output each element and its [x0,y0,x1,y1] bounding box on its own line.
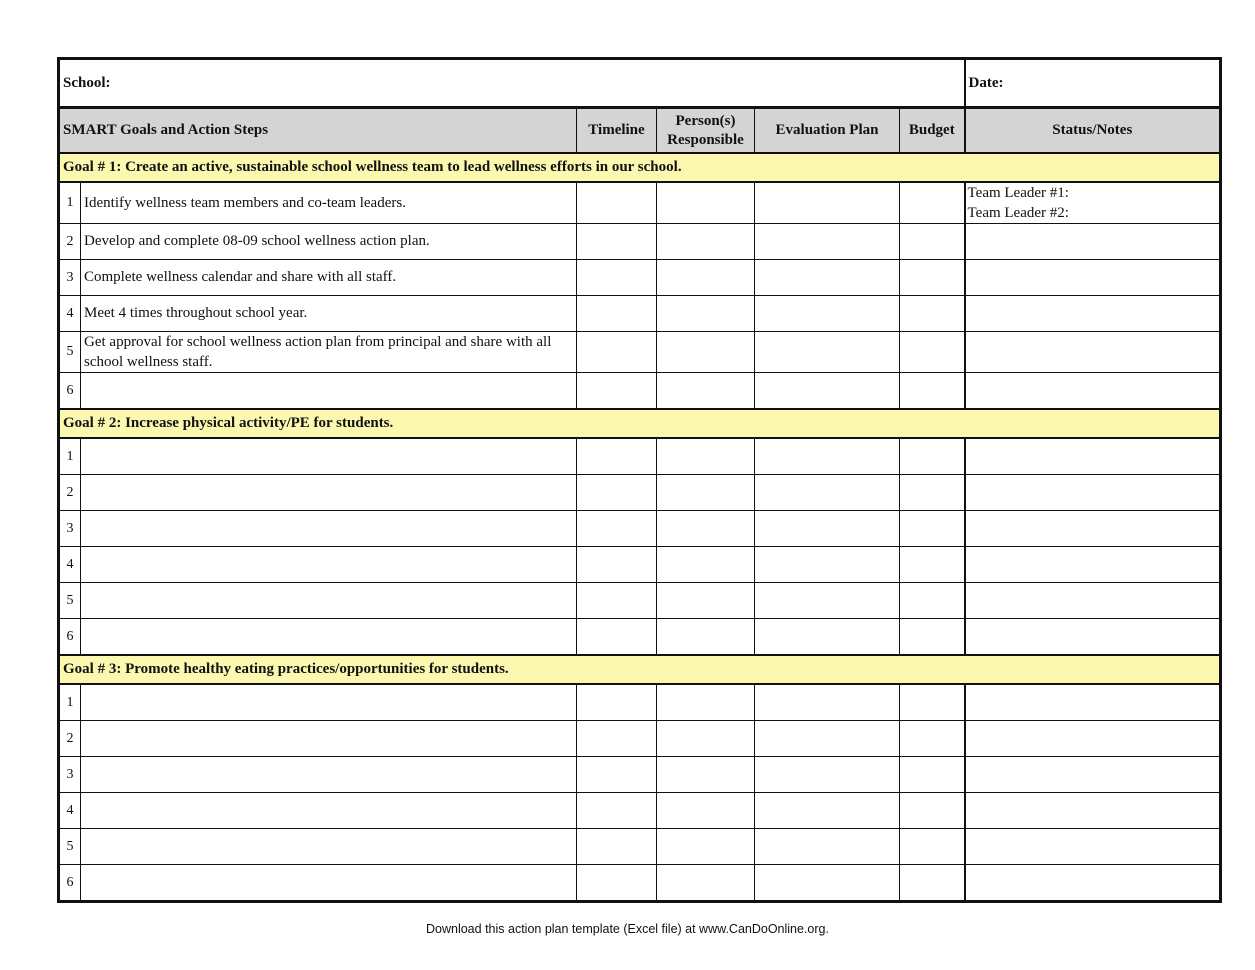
timeline-cell[interactable] [577,721,657,757]
school-date-row [59,59,1221,108]
timeline-cell[interactable] [577,583,657,619]
timeline-cell[interactable] [577,829,657,865]
budget-cell[interactable] [900,296,965,332]
evaluation-plan-cell[interactable] [755,721,900,757]
action-step-cell[interactable] [81,757,577,793]
evaluation-plan-cell[interactable] [755,260,900,296]
evaluation-plan-cell[interactable] [755,619,900,656]
budget-cell[interactable] [900,619,965,656]
timeline-cell[interactable] [577,793,657,829]
table-row [59,475,1221,511]
table-row [59,438,1221,475]
timeline-cell[interactable] [577,475,657,511]
evaluation-plan-cell[interactable] [755,475,900,511]
step-number: 1 [59,684,81,721]
status-notes-cell[interactable] [965,583,1221,619]
evaluation-plan-cell[interactable] [755,757,900,793]
step-number: 1 [59,438,81,475]
table-row [59,332,1221,373]
goal-title: Goal # 2: Increase physical activity/PE for students. [59,409,1221,438]
table-row [59,511,1221,547]
action-step-cell[interactable]: Get approval for school wellness action plan from principal and share with all school wellness staff. [81,332,577,373]
date-label: Date: [968,74,1004,91]
timeline-cell[interactable] [577,757,657,793]
goal-title: Goal # 1: Create an active, sustainable school wellness team to lead wellness efforts in our school. [59,153,1221,182]
evaluation-plan-cell[interactable] [755,296,900,332]
step-number: 5 [59,583,81,619]
step-number: 6 [59,865,81,902]
timeline-cell[interactable] [577,332,657,373]
table-row [59,296,1221,332]
action-step-cell[interactable] [81,865,577,902]
person-responsible-cell[interactable] [657,829,755,865]
timeline-cell[interactable] [577,296,657,332]
date-field[interactable] [965,59,1221,108]
person-responsible-cell[interactable] [657,296,755,332]
table-row [59,583,1221,619]
status-notes-cell[interactable] [965,438,1221,475]
status-notes-cell[interactable] [965,511,1221,547]
person-responsible-cell[interactable] [657,721,755,757]
status-notes-cell[interactable] [965,547,1221,583]
person-responsible-cell[interactable] [657,583,755,619]
status-notes-cell[interactable] [965,182,1221,224]
status-notes-cell[interactable] [965,829,1221,865]
goal-row [59,409,1221,438]
budget-cell[interactable] [900,260,965,296]
person-header-line2: Responsible [667,131,744,148]
person-responsible-cell[interactable] [657,865,755,902]
step-number: 3 [59,757,81,793]
action-step-cell[interactable] [81,511,577,547]
timeline-cell[interactable] [577,865,657,902]
action-plan-sheet [57,57,1219,903]
person-responsible-cell[interactable] [657,547,755,583]
person-responsible-cell[interactable] [657,224,755,260]
step-number: 4 [59,793,81,829]
step-number: 4 [59,296,81,332]
person-responsible-cell[interactable] [657,793,755,829]
table-row [59,757,1221,793]
status-notes-cell[interactable] [965,296,1221,332]
status-notes-cell[interactable] [965,793,1221,829]
action-step-cell[interactable]: Complete wellness calendar and share with all staff. [81,260,577,296]
status-notes-cell[interactable] [965,224,1221,260]
budget-cell[interactable] [900,547,965,583]
timeline-cell[interactable] [577,547,657,583]
person-responsible-cell[interactable] [657,260,755,296]
status-notes-cell[interactable] [965,373,1221,410]
evaluation-plan-cell[interactable] [755,547,900,583]
evaluation-plan-cell[interactable] [755,865,900,902]
step-number: 4 [59,547,81,583]
evaluation-plan-cell[interactable] [755,373,900,410]
table-row [59,793,1221,829]
step-number: 3 [59,260,81,296]
person-responsible-column-header [657,108,755,154]
action-plan-table [57,57,1222,903]
status-notes-cell[interactable] [965,721,1221,757]
person-responsible-cell[interactable] [657,438,755,475]
budget-cell[interactable] [900,438,965,475]
action-step-cell[interactable] [81,438,577,475]
person-responsible-cell[interactable] [657,757,755,793]
action-step-cell[interactable]: Develop and complete 08-09 school wellness action plan. [81,224,577,260]
evaluation-plan-cell[interactable] [755,511,900,547]
evaluation-plan-cell[interactable] [755,224,900,260]
status-notes-cell[interactable] [965,475,1221,511]
school-field[interactable] [59,59,965,108]
person-responsible-cell[interactable] [657,619,755,656]
person-responsible-cell[interactable] [657,684,755,721]
budget-cell[interactable] [900,865,965,902]
evaluation-plan-cell[interactable] [755,829,900,865]
table-row [59,373,1221,410]
evaluation-plan-cell[interactable] [755,793,900,829]
action-step-cell[interactable] [81,721,577,757]
evaluation-plan-cell[interactable] [755,332,900,373]
table-row [59,182,1221,224]
timeline-cell[interactable] [577,260,657,296]
evaluation-plan-cell[interactable] [755,182,900,224]
table-row [59,224,1221,260]
school-label: School: [63,74,111,91]
step-number: 6 [59,373,81,410]
action-step-cell[interactable] [81,684,577,721]
action-step-cell[interactable]: Meet 4 times throughout school year. [81,296,577,332]
budget-cell[interactable] [900,721,965,757]
footer-note: Download this action plan template (Excel file) at www.CanDoOnline.org. [426,922,829,936]
budget-cell[interactable] [900,583,965,619]
action-step-cell[interactable] [81,475,577,511]
step-number: 1 [59,182,81,224]
table-row [59,260,1221,296]
evaluation-plan-cell[interactable] [755,438,900,475]
goal-row [59,655,1221,684]
step-number: 6 [59,619,81,656]
budget-cell[interactable] [900,793,965,829]
table-row [59,684,1221,721]
action-step-cell[interactable] [81,583,577,619]
budget-cell[interactable] [900,182,965,224]
step-number: 3 [59,511,81,547]
team-leader-1-label: Team Leader #1: [967,185,1069,201]
timeline-cell[interactable] [577,224,657,260]
action-step-cell[interactable] [81,793,577,829]
budget-cell[interactable] [900,829,965,865]
evaluation-plan-cell[interactable] [755,583,900,619]
table-row [59,865,1221,902]
budget-cell[interactable] [900,224,965,260]
action-step-cell[interactable] [81,829,577,865]
step-number: 2 [59,224,81,260]
column-header-row [59,108,1221,154]
action-step-cell[interactable] [81,547,577,583]
timeline-column-header: Timeline [577,108,657,154]
status-notes-cell[interactable] [965,619,1221,656]
step-number: 2 [59,721,81,757]
person-responsible-cell[interactable] [657,332,755,373]
status-notes-column-header: Status/Notes [965,108,1221,154]
step-number: 5 [59,332,81,373]
goal-title: Goal # 3: Promote healthy eating practices/opportunities for students. [59,655,1221,684]
budget-cell[interactable] [900,475,965,511]
budget-cell[interactable] [900,511,965,547]
person-responsible-cell[interactable] [657,182,755,224]
budget-column-header: Budget [900,108,965,154]
person-responsible-cell[interactable] [657,475,755,511]
table-row [59,619,1221,656]
timeline-cell[interactable] [577,619,657,656]
timeline-cell[interactable] [577,684,657,721]
timeline-cell[interactable] [577,373,657,410]
status-notes-cell[interactable] [965,757,1221,793]
status-notes-cell[interactable] [965,332,1221,373]
person-responsible-cell[interactable] [657,373,755,410]
goals-column-header: SMART Goals and Action Steps [59,108,577,154]
budget-cell[interactable] [900,757,965,793]
team-leader-2-label: Team Leader #2: [967,205,1069,221]
evaluation-plan-cell[interactable] [755,684,900,721]
timeline-cell[interactable] [577,438,657,475]
status-notes-cell[interactable] [965,260,1221,296]
table-row [59,721,1221,757]
person-responsible-cell[interactable] [657,511,755,547]
status-notes-cell[interactable] [965,865,1221,902]
step-number: 5 [59,829,81,865]
budget-cell[interactable] [900,373,965,410]
goal-row [59,153,1221,182]
budget-cell[interactable] [900,684,965,721]
table-row [59,829,1221,865]
step-number: 2 [59,475,81,511]
status-notes-cell[interactable] [965,684,1221,721]
action-step-cell[interactable] [81,619,577,656]
evaluation-plan-column-header: Evaluation Plan [755,108,900,154]
action-step-cell[interactable] [81,373,577,410]
budget-cell[interactable] [900,332,965,373]
person-header-line1: Person(s) [675,112,736,129]
timeline-cell[interactable] [577,511,657,547]
action-step-cell[interactable]: Identify wellness team members and co-team leaders. [81,182,577,224]
table-row [59,547,1221,583]
timeline-cell[interactable] [577,182,657,224]
